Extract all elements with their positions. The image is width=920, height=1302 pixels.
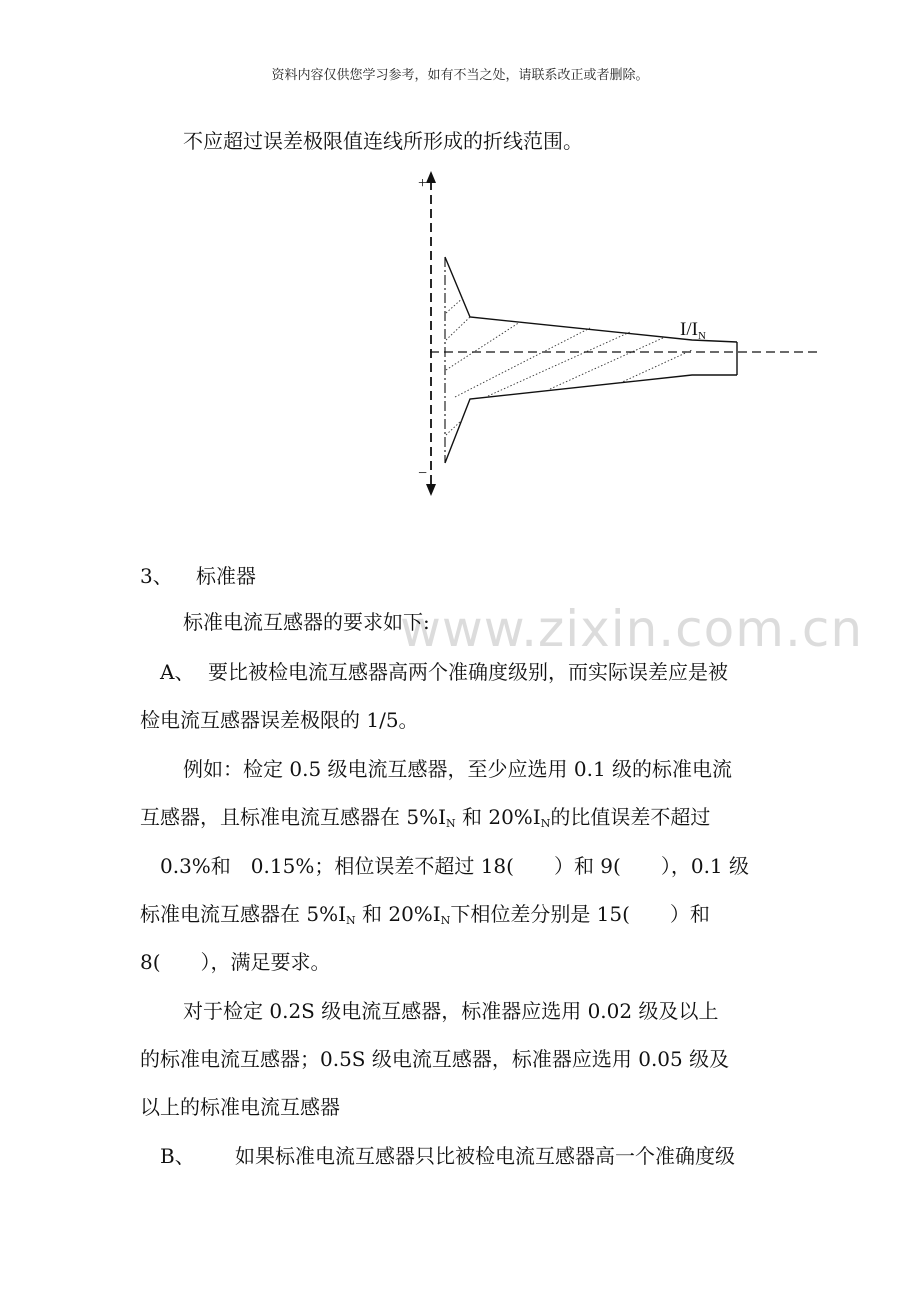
axis-arrow-up [426, 171, 436, 183]
item-a-prefix: A、 [160, 660, 195, 684]
section-number: 3、 [140, 564, 173, 588]
example-line2: 互感器，且标准电流互感器在 $5\%I_N$ 和 $20\%I_N$的比值误差不超过 [140, 805, 711, 830]
axis-label-i-in: $I/I_N$ [680, 319, 706, 342]
paragraph-requirements: 标准电流互感器的要求如下: [183, 610, 430, 634]
example-line5: 8( ），满足要求。 [140, 950, 331, 974]
item-a-line2: 检电流互感器误差极限的 1/5。 [140, 708, 419, 732]
paragraph-02s-line2: 的标准电流互感器；0.5S 级电流互感器，标准器应选用 0.05 级及 [140, 1047, 730, 1071]
example-line1: 例如：检定 0.5 级电流互感器，至少应选用 0.1 级的标准电流 [183, 757, 733, 781]
section-title: 标准器 [196, 564, 256, 588]
item-a-line1: 要比被检电流互感器高两个准确度级别，而实际误差应是被 [208, 660, 728, 684]
example-line3: 0.3%和 0.15%；相位误差不超过 18( ）和 9( ），0.1 级 [160, 854, 750, 878]
minus-label: − [418, 465, 428, 482]
intro-line: 不应超过误差极限值连线所形成的折线范围。 [183, 129, 583, 153]
watermark: www.zixin.com.cn [400, 600, 864, 658]
plus-label: + [418, 175, 428, 192]
item-b-line1: 如果标准电流互感器只比被检电流互感器高一个准确度级 [235, 1144, 735, 1168]
item-b-prefix: B、 [160, 1144, 195, 1168]
axis-arrow-down [426, 484, 436, 496]
paragraph-02s-line1: 对于检定 0.2S 级电流互感器，标准器应选用 0.02 级及以上 [183, 999, 719, 1023]
example-line4: 标准电流互感器在 $5\%I_N$ 和 $20\%I_N$下相位差分别是 15( ）和 [140, 902, 710, 927]
error-limit-diagram [400, 165, 830, 505]
lower-limit-line [445, 375, 737, 463]
paragraph-02s-line3: 以上的标准电流互感器 [140, 1095, 340, 1119]
page-header-note: 资料内容仅供您学习参考，如有不当之处，请联系改正或者删除。 [271, 68, 649, 83]
